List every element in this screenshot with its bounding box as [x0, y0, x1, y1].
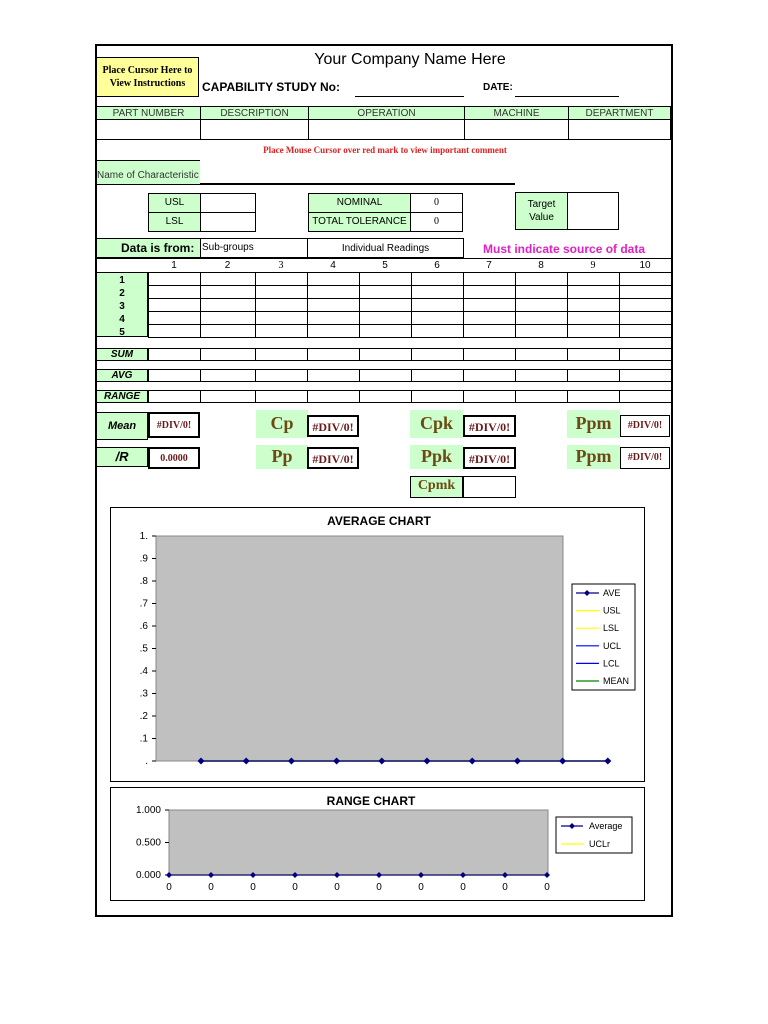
reading-cell[interactable]: [148, 298, 201, 312]
reading-cell[interactable]: [619, 272, 672, 286]
x-tick-label: 0: [166, 882, 172, 893]
legend-label: USL: [603, 605, 621, 616]
y-tick-label: 0.500: [135, 837, 161, 849]
row-number: 5: [119, 327, 125, 338]
reading-cell[interactable]: [200, 285, 256, 299]
reading-cell[interactable]: [515, 285, 568, 299]
tolerance-label: TOTAL TOLERANCE: [308, 212, 411, 232]
stat-cell: [255, 369, 308, 382]
usl-label: USL: [148, 193, 201, 213]
stat-cell: [515, 390, 568, 403]
row-number: 3: [119, 301, 125, 312]
stat-cell: [567, 390, 620, 403]
stat-row-label: RANGE: [96, 390, 148, 403]
reading-cell[interactable]: [255, 285, 308, 299]
x-tick-label: 0: [208, 882, 214, 893]
column-number: 7: [486, 260, 492, 271]
stat-cell: [567, 348, 620, 361]
stat-row-label: AVG: [96, 369, 148, 382]
y-tick-label: .8: [139, 576, 148, 587]
reading-cell[interactable]: [411, 272, 464, 286]
y-tick-label: .6: [139, 621, 148, 632]
description-header: DESCRIPTION: [200, 106, 309, 120]
y-tick-label: .4: [139, 666, 148, 677]
machine-header: MACHINE: [464, 106, 569, 120]
study-number-field[interactable]: [355, 96, 464, 97]
stat-cell: [200, 369, 256, 382]
range-chart-title: RANGE CHART: [326, 794, 416, 808]
stat-cell: [359, 348, 412, 361]
lsl-label: LSL: [148, 212, 201, 232]
stat-cell: [307, 348, 360, 361]
reading-cell[interactable]: [567, 285, 620, 299]
ppm-label-2: Ppm: [567, 445, 620, 469]
subgroups-option[interactable]: [200, 238, 308, 258]
stat-cell: [255, 390, 308, 403]
x-tick-label: 0: [334, 882, 340, 893]
y-tick-label: .3: [139, 688, 148, 700]
reading-cell[interactable]: [619, 324, 672, 338]
row-number: 4: [119, 314, 125, 325]
cpk-value: #DIV/0!: [463, 415, 516, 437]
stat-cell: [307, 369, 360, 382]
stat-cell: [515, 369, 568, 382]
column-number: 9: [590, 260, 596, 271]
target-field[interactable]: [567, 192, 619, 230]
stat-cell: [148, 369, 201, 382]
average-chart: [110, 507, 645, 782]
reading-cell[interactable]: [411, 298, 464, 312]
stat-cell: [619, 390, 672, 403]
column-number: 3: [278, 260, 284, 271]
individual-readings-option[interactable]: [307, 238, 464, 258]
column-number: 2: [224, 260, 231, 271]
y-tick-label: .1: [139, 733, 148, 745]
reading-cell[interactable]: [148, 324, 201, 338]
range-plot-area: [169, 810, 548, 875]
reading-cell[interactable]: [255, 272, 308, 286]
legend-label: UCLr: [589, 839, 611, 849]
reading-cell[interactable]: [148, 272, 201, 286]
y-tick-label: .5: [139, 643, 148, 655]
reading-cell[interactable]: [359, 272, 412, 286]
reading-cell[interactable]: [567, 272, 620, 286]
description-field[interactable]: [200, 119, 309, 140]
y-tick-label: 0.000: [135, 870, 161, 881]
readings-grid: [96, 258, 671, 404]
reading-cell[interactable]: [359, 285, 412, 299]
y-tick-label: .7: [139, 598, 148, 610]
data-source-label-text: Data is from:: [121, 241, 195, 255]
mean-label: Mean: [96, 412, 148, 440]
reading-cell[interactable]: [619, 298, 672, 312]
r-value: 0.0000: [148, 447, 200, 469]
row-number: 1: [119, 275, 125, 286]
cpmk-value: [463, 476, 516, 498]
reading-cell[interactable]: [411, 324, 464, 338]
legend-label: UCL: [603, 640, 622, 651]
x-tick-label: 0: [292, 882, 298, 893]
ppm-value-2: #DIV/0!: [620, 447, 670, 469]
nominal-value: 0: [410, 193, 463, 213]
stat-cell: [463, 348, 516, 361]
reading-cell[interactable]: [515, 272, 568, 286]
reading-cell[interactable]: [463, 285, 516, 299]
reading-cell[interactable]: [200, 298, 256, 312]
stat-cell: [515, 348, 568, 361]
instructions-note-text: Place Cursor Here to View Instructions: [102, 65, 193, 89]
reading-cell[interactable]: [463, 272, 516, 286]
reading-cell[interactable]: [463, 298, 516, 312]
reading-cell[interactable]: [515, 311, 568, 325]
reading-cell[interactable]: [200, 324, 256, 338]
target-label: [515, 192, 568, 230]
legend-label: Average: [589, 821, 623, 831]
reading-cell[interactable]: [359, 311, 412, 325]
department-header: DEPARTMENT: [568, 106, 671, 120]
ppk-value: #DIV/0!: [463, 447, 516, 469]
x-tick-label: 0: [544, 882, 550, 893]
stat-cell: [148, 348, 201, 361]
range-chart-svg: [111, 788, 646, 902]
characteristic-field[interactable]: [200, 183, 515, 185]
column-number: 8: [538, 260, 544, 271]
r-label: /R: [96, 447, 148, 467]
stat-cell: [359, 390, 412, 403]
part-number-header: PART NUMBER: [96, 106, 201, 120]
column-number: 6: [434, 260, 440, 271]
company-name: Your Company Name Here: [314, 51, 506, 68]
stat-cell: [463, 369, 516, 382]
reading-cell[interactable]: [200, 272, 256, 286]
ppm-label-1: Ppm: [567, 410, 620, 438]
operation-header: OPERATION: [308, 106, 465, 120]
ave-point: [604, 758, 611, 765]
date-label: DATE:: [483, 82, 513, 93]
reading-cell[interactable]: [148, 285, 201, 299]
reading-cell[interactable]: [200, 311, 256, 325]
reading-cell[interactable]: [307, 324, 360, 338]
operation-field[interactable]: [308, 119, 465, 140]
ppm-value-1: #DIV/0!: [620, 415, 670, 437]
usl-field[interactable]: [200, 193, 256, 213]
stat-cell: [200, 390, 256, 403]
stat-cell: [307, 390, 360, 403]
reading-cell[interactable]: [255, 298, 308, 312]
reading-cell[interactable]: [619, 285, 672, 299]
cp-value: #DIV/0!: [307, 415, 359, 437]
study-label: CAPABILITY STUDY No:: [202, 80, 341, 94]
reading-cell[interactable]: [307, 298, 360, 312]
reading-cell[interactable]: [411, 311, 464, 325]
stat-cell: [200, 348, 256, 361]
y-tick-label: .2: [139, 711, 148, 722]
y-tick-label: .9: [139, 553, 148, 565]
machine-field[interactable]: [464, 119, 569, 140]
range-chart: [110, 787, 645, 901]
reading-cell[interactable]: [515, 324, 568, 338]
stat-cell: [411, 369, 464, 382]
part-number-field[interactable]: [96, 119, 201, 140]
reading-cell[interactable]: [619, 311, 672, 325]
stat-cell: [619, 369, 672, 382]
reading-cell[interactable]: [307, 311, 360, 325]
stat-cell: [359, 369, 412, 382]
stat-row-label: SUM: [96, 348, 148, 361]
y-tick-label: .: [145, 756, 148, 767]
individual-readings-text: Individual Readings: [341, 243, 430, 254]
x-tick-label: 0: [250, 882, 256, 893]
reading-cell[interactable]: [515, 298, 568, 312]
reading-cell[interactable]: [359, 324, 412, 338]
row-number: 2: [119, 288, 125, 299]
reading-cell[interactable]: [359, 298, 412, 312]
legend-label: LSL: [603, 623, 620, 634]
ppk-label: Ppk: [410, 445, 463, 469]
reading-cell[interactable]: [307, 285, 360, 299]
average-chart-title: AVERAGE CHART: [327, 514, 431, 528]
cpk-label: Cpk: [410, 410, 463, 438]
legend-label: LCL: [603, 658, 620, 669]
legend-label: AVE: [603, 588, 621, 598]
y-tick-label: 1.000: [135, 805, 161, 816]
department-field[interactable]: [568, 119, 671, 140]
characteristic-label: [96, 160, 200, 185]
target-label-text: Target Value: [527, 199, 556, 223]
characteristic-label-text: Name of Characteristic: [97, 170, 199, 181]
reading-cell[interactable]: [567, 298, 620, 312]
column-number: 4: [330, 260, 336, 271]
average-plot-area: [156, 536, 563, 761]
pp-label: Pp: [256, 445, 308, 469]
info-table: [96, 106, 671, 140]
comment-hint: Place Mouse Cursor over red mark to view important comment: [263, 145, 507, 155]
mean-value: #DIV/0!: [148, 412, 200, 438]
column-number: 5: [382, 260, 388, 271]
reading-cell[interactable]: [567, 324, 620, 338]
x-tick-label: 0: [376, 882, 382, 893]
lsl-field[interactable]: [200, 212, 256, 232]
stat-cell: [148, 390, 201, 403]
nominal-label: NOMINAL: [308, 193, 411, 213]
reading-cell[interactable]: [463, 311, 516, 325]
grid-line: [96, 258, 671, 259]
cp-label: Cp: [256, 410, 308, 438]
instructions-note[interactable]: [96, 57, 199, 97]
stat-cell: [411, 348, 464, 361]
reading-cell[interactable]: [307, 272, 360, 286]
x-tick-label: 0: [460, 882, 466, 893]
average-legend: [572, 584, 635, 690]
cpmk-label: Cpmk: [410, 476, 463, 498]
stat-cell: [619, 348, 672, 361]
average-chart-svg: [111, 508, 646, 783]
stat-cell: [255, 348, 308, 361]
reading-cell[interactable]: [411, 285, 464, 299]
reading-cell[interactable]: [255, 311, 308, 325]
y-tick-label: 1.: [139, 531, 148, 542]
subgroups-option-text: Sub-groups: [202, 242, 254, 253]
legend-label: MEAN: [603, 676, 630, 686]
reading-cell[interactable]: [255, 324, 308, 338]
column-number: 1: [171, 260, 177, 271]
reading-cell[interactable]: [463, 324, 516, 338]
must-indicate-note: Must indicate source of data: [483, 242, 646, 256]
reading-cell[interactable]: [148, 311, 201, 325]
stat-cell: [463, 390, 516, 403]
pp-value: #DIV/0!: [307, 447, 359, 469]
stat-cell: [411, 390, 464, 403]
stat-cell: [567, 369, 620, 382]
reading-cell[interactable]: [567, 311, 620, 325]
data-source-label: [96, 238, 201, 258]
tolerance-value: 0: [410, 212, 463, 232]
x-tick-label: 0: [418, 882, 424, 893]
x-tick-label: 0: [502, 882, 508, 893]
column-number: 10: [639, 260, 651, 271]
date-field[interactable]: [515, 96, 619, 97]
